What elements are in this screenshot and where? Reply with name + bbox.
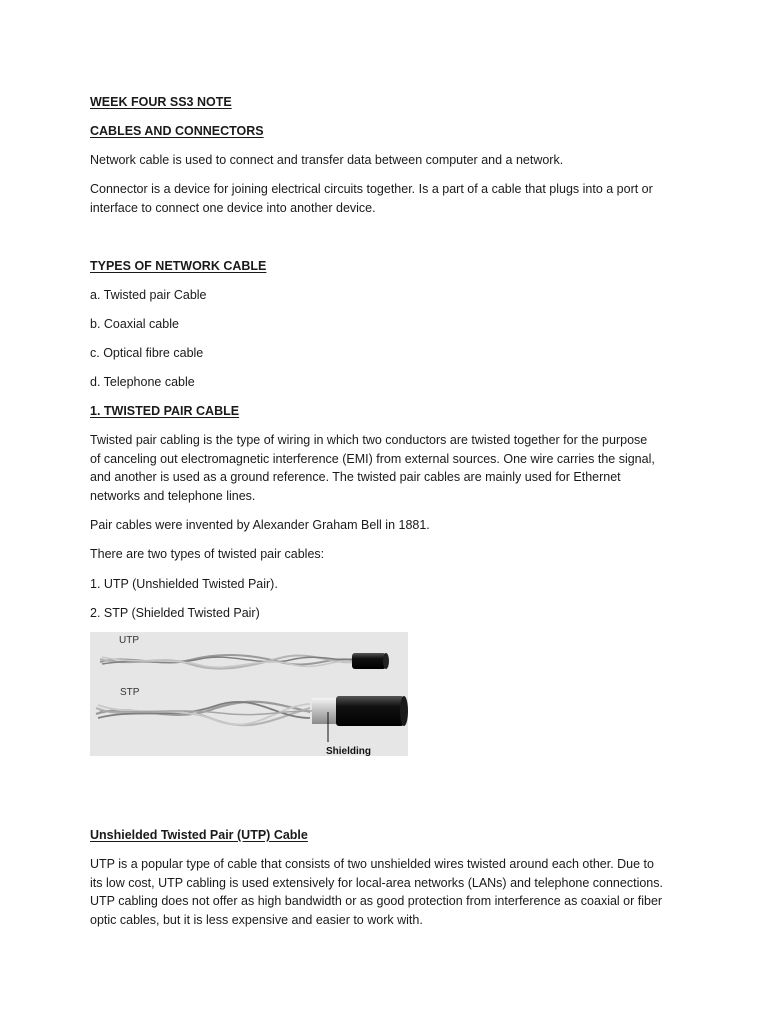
paragraph-line: UTP is a popular type of cable that consists of two unshielded wires twisted around each other. Due to bbox=[90, 857, 654, 871]
utp-label: UTP bbox=[119, 635, 139, 646]
paragraph-line: Connector is a device for joining electrical circuits together. Is a part of a cable that plugs into a port or bbox=[90, 182, 653, 196]
paragraph-line: interface to connect one device into another device. bbox=[90, 200, 376, 215]
utp-paragraph bbox=[90, 855, 680, 929]
cable-illustration bbox=[90, 632, 408, 756]
twisted-type-utp: 1. UTP (Unshielded Twisted Pair). bbox=[90, 577, 278, 591]
paragraph-line: optic cables, but it is less expensive and easier to work with. bbox=[90, 912, 423, 927]
twisted-pair-figure bbox=[90, 632, 408, 756]
type-item-optical: c. Optical fibre cable bbox=[90, 346, 204, 360]
paragraph-line: of canceling out electromagnetic interference (EMI) from external sources. One wire carries the signal, bbox=[90, 451, 655, 466]
type-item-twisted-pair: a. Twisted pair Cable bbox=[90, 288, 207, 302]
shielding-label: Shielding bbox=[326, 746, 371, 756]
twisted-pair-heading: 1. TWISTED PAIR CABLE bbox=[90, 404, 240, 418]
utp-cable bbox=[100, 653, 389, 669]
two-types-sentence: There are two types of twisted pair cables: bbox=[90, 547, 325, 561]
type-item-telephone: d. Telephone cable bbox=[90, 375, 195, 389]
network-cable-definition: Network cable is used to connect and transfer data between computer and a network. bbox=[90, 153, 564, 167]
paragraph-line: its low cost, UTP cabling is used extensively for local-area networks (LANs) and telephone connections. bbox=[90, 875, 663, 890]
paragraph-line: Twisted pair cabling is the type of wiring in which two conductors are twisted together for the purpose bbox=[90, 433, 648, 447]
connector-definition bbox=[90, 180, 680, 217]
stp-cable bbox=[96, 696, 408, 742]
types-heading: TYPES OF NETWORK CABLE bbox=[90, 259, 267, 273]
paragraph-line: and another is used as a ground reference. The twisted pair cables are mainly used for Ethernet bbox=[90, 470, 621, 484]
type-item-coaxial: b. Coaxial cable bbox=[90, 317, 179, 331]
utp-heading: Unshielded Twisted Pair (UTP) Cable bbox=[90, 828, 308, 842]
document-title: WEEK FOUR SS3 NOTE bbox=[90, 95, 232, 109]
twisted-pair-paragraph bbox=[90, 431, 680, 505]
paragraph-line: UTP cabling does not offer as high bandwidth or as good protection from interference as coaxial or fiber bbox=[90, 894, 663, 908]
twisted-type-stp: 2. STP (Shielded Twisted Pair) bbox=[90, 606, 260, 620]
section-heading-cables-connectors: CABLES AND CONNECTORS bbox=[90, 124, 264, 138]
stp-label: STP bbox=[120, 687, 140, 698]
paragraph-line: networks and telephone lines. bbox=[90, 488, 256, 503]
invented-sentence: Pair cables were invented by Alexander Graham Bell in 1881. bbox=[90, 518, 430, 532]
